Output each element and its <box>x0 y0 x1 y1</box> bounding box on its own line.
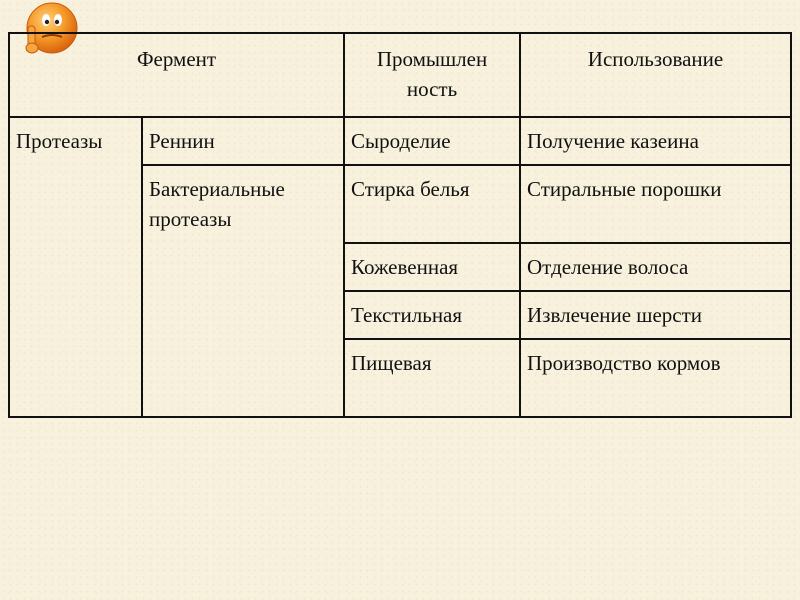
usage-cell: Производство кормов <box>520 339 791 417</box>
usage-cell: Стиральные порошки <box>520 165 791 243</box>
enzyme-cell: Реннин <box>142 117 344 165</box>
group-cell: Протеазы <box>9 117 142 417</box>
usage-cell: Отделение волоса <box>520 243 791 291</box>
industry-cell: Текстильная <box>344 291 520 339</box>
header-usage: Использование <box>520 33 791 117</box>
table-row <box>9 117 791 165</box>
enzyme-cell: Бактериальные протеазы <box>142 165 344 417</box>
usage-cell: Извлечение шерсти <box>520 291 791 339</box>
industry-cell: Сыроделие <box>344 117 520 165</box>
industry-cell: Пищевая <box>344 339 520 417</box>
header-industry: Промышлен ность <box>344 33 520 117</box>
usage-cell: Получение казеина <box>520 117 791 165</box>
header-enzyme: Фермент <box>9 33 344 117</box>
table-header-row <box>9 33 791 117</box>
industry-cell: Стирка белья <box>344 165 520 243</box>
industry-cell: Кожевенная <box>344 243 520 291</box>
enzyme-table <box>8 32 792 418</box>
